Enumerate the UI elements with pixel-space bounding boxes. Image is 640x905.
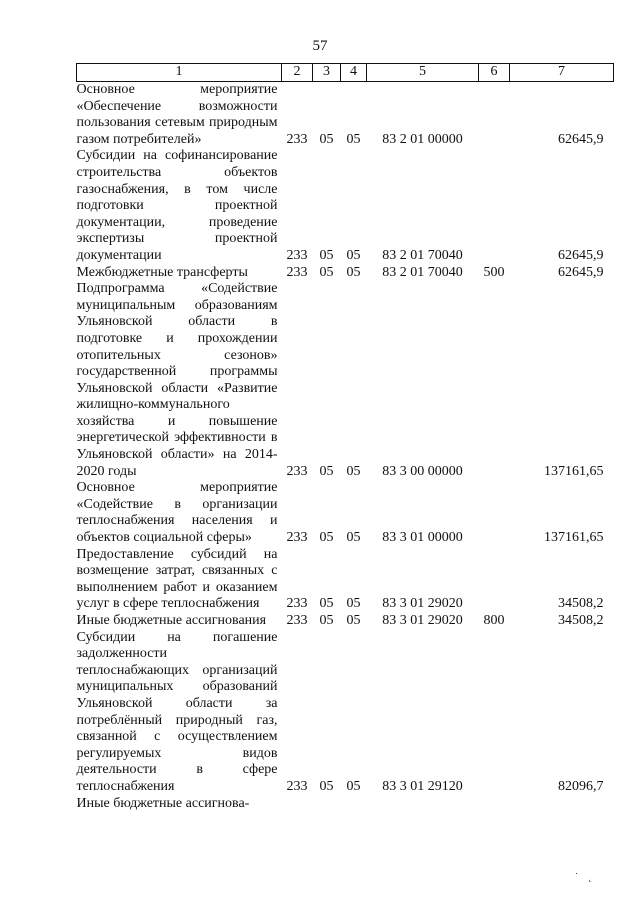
table-row xyxy=(77,82,614,149)
row-amount: 62645,9 xyxy=(558,264,604,280)
column-header: 2 xyxy=(282,64,313,82)
row-name: Субсидии на погашение задолженности теплоснабжающих организаций муниципальных образований Ульяновской области за потреблённый природный газ, связанной с осуществлением регулируемых видов деятельности в сфере теплоснабжения xyxy=(76,629,278,794)
row-code-subsection: 05 xyxy=(346,596,361,612)
table-row xyxy=(77,630,614,796)
row-code-section xyxy=(313,796,341,813)
table-row xyxy=(77,547,614,613)
row-code-ministry: 233 xyxy=(286,613,308,628)
row-code-section: 05 xyxy=(319,264,334,280)
row-amount: 62645,9 xyxy=(558,131,604,147)
row-code-target: 83 3 01 29020 xyxy=(382,613,463,628)
row-code-ministry: 233 xyxy=(286,463,308,479)
row-amount: 137161,65 xyxy=(544,530,604,546)
row-name: Основное мероприятие «Обеспечение возможности пользования сетевым природным газом потребителей» xyxy=(76,82,278,147)
row-code-target: 83 3 00 00000 xyxy=(382,463,463,479)
row-code-ministry: 233 xyxy=(286,264,308,280)
table-header-row xyxy=(77,64,614,82)
row-code-section: 05 xyxy=(319,463,334,479)
row-code-expense-type xyxy=(479,148,510,264)
row-name: Предоставление субсидий на возмещение затрат, связанных с выполнением работ и оказанием услуг в сфере теплоснабжения xyxy=(76,546,278,612)
row-code-subsection: 05 xyxy=(346,778,361,794)
table-row xyxy=(77,480,614,546)
row-code-target: 83 2 01 70040 xyxy=(382,247,463,263)
row-code-ministry: 233 xyxy=(286,778,308,794)
row-code-section: 05 xyxy=(319,613,334,628)
row-code-expense-type xyxy=(479,630,510,796)
table-row xyxy=(77,281,614,480)
row-amount: 82096,7 xyxy=(558,778,604,794)
row-code-expense-type xyxy=(479,480,510,546)
row-name: Иные бюджетные ассигнования xyxy=(76,613,267,628)
column-header: 1 xyxy=(77,64,282,82)
row-code-subsection: 05 xyxy=(346,463,361,479)
row-code-target: 83 3 01 29020 xyxy=(382,596,463,612)
row-code-subsection: 05 xyxy=(346,264,361,280)
row-code-section: 05 xyxy=(319,131,334,147)
table-row xyxy=(77,796,614,813)
row-name: Основное мероприятие «Содействие в организации теплоснабжения населения и объектов социальной сферы» xyxy=(76,480,278,546)
page-number: 57 xyxy=(312,38,328,54)
row-code-expense-type xyxy=(479,796,510,813)
row-code-ministry: 233 xyxy=(286,131,308,147)
table-row xyxy=(77,148,614,264)
row-code-subsection: 05 xyxy=(346,613,361,628)
row-name: Иные бюджетные ассигнова- xyxy=(76,795,250,811)
row-name: Субсидии на софинансирование строительства объектов газоснабжения, в том числе подготовки проектной документации, проведение экспертизы проектной документации xyxy=(76,148,278,263)
row-code-subsection: 05 xyxy=(346,131,361,147)
row-code-target: 83 3 01 29120 xyxy=(382,778,463,794)
row-amount: 62645,9 xyxy=(558,247,604,263)
row-code-ministry: 233 xyxy=(286,530,308,546)
row-code-section: 05 xyxy=(319,596,334,612)
column-header: 6 xyxy=(479,64,510,82)
row-code-expense-type: 800 xyxy=(483,613,505,628)
row-code-expense-type xyxy=(479,547,510,613)
column-header: 4 xyxy=(341,64,367,82)
row-code-subsection xyxy=(341,796,367,813)
row-name: Подпрограмма «Содействие муниципальным образованиям Ульяновской области в подготовке и прохождении отопительных сезонов» государственной программы Ульяновской области «Развитие жилищно-коммунального хозяйства и повышение энергетической эффективности в Ульяновской области» на 2014-2020 годы xyxy=(76,281,278,479)
row-code-subsection: 05 xyxy=(346,530,361,546)
row-code-target: 83 3 01 00000 xyxy=(382,530,463,546)
table-row xyxy=(77,265,614,282)
row-amount xyxy=(510,796,614,813)
column-header: 3 xyxy=(313,64,341,82)
column-header: 5 xyxy=(367,64,479,82)
row-amount: 34508,2 xyxy=(558,596,604,612)
row-amount: 34508,2 xyxy=(558,613,604,628)
row-name: Межбюджетные трансферты xyxy=(76,264,248,280)
row-code-target xyxy=(367,796,479,813)
budget-table xyxy=(76,63,614,812)
row-code-subsection: 05 xyxy=(346,247,361,263)
row-code-ministry: 233 xyxy=(286,596,308,612)
row-code-expense-type xyxy=(479,82,510,149)
row-code-ministry xyxy=(282,796,313,813)
row-code-ministry: 233 xyxy=(286,247,308,263)
row-amount: 137161,65 xyxy=(544,463,604,479)
row-code-section: 05 xyxy=(319,530,334,546)
column-header: 7 xyxy=(510,64,614,82)
row-code-expense-type: 500 xyxy=(483,264,505,280)
row-code-section: 05 xyxy=(319,778,334,794)
row-code-target: 83 2 01 00000 xyxy=(382,131,463,147)
row-code-target: 83 2 01 70040 xyxy=(382,264,463,280)
row-code-section: 05 xyxy=(319,247,334,263)
scan-specks: ˙ ˛ xyxy=(574,872,596,883)
row-code-expense-type xyxy=(479,281,510,480)
table-row xyxy=(77,613,614,630)
